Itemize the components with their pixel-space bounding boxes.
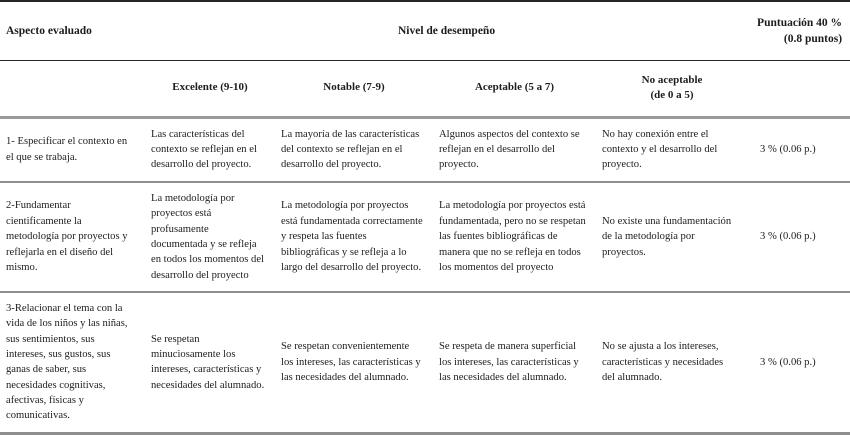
header-row-levels xyxy=(0,61,850,118)
subheader-aspect-empty xyxy=(0,61,145,118)
cell-aceptable: Algunos aspectos del contexto se reflejan en el desarrollo del proyecto. xyxy=(439,128,580,171)
header-score xyxy=(748,1,850,61)
cell-notable: La mayoría de las características del contexto se reflejan en el desarrollo del proyecto. xyxy=(281,128,420,171)
table-body xyxy=(0,117,850,432)
cell-score: 3 % (0.06 p.) xyxy=(760,231,816,243)
cell-notable: La metodología por proyectos está fundamentada correctamente y respeta las fuentes bibliográficas y se refleja a lo largo del desarrollo del proyecto. xyxy=(281,200,423,273)
cell-notable: Se respetan convenientemente los intereses, las características y las necesidades del alumnado. xyxy=(281,341,421,384)
header-score-line1: Puntuación 40 % xyxy=(757,17,843,29)
header-aspect: Aspecto evaluado xyxy=(6,24,92,37)
cell-no-aceptable: No hay conexión entre el contexto y el desarrollo del proyecto. xyxy=(602,128,718,171)
cell-no-aceptable: No se ajusta a los intereses, características y necesidades del alumnado. xyxy=(602,341,724,384)
cell-excelente: Se respetan minuciosamente los intereses, características y necesidades del alumnado. xyxy=(151,333,265,391)
cell-aspect: 3-Relacionar el tema con la vida de los niños y las niñas, sus sentimientos, sus intereses, sus gustos, sus ganas de saber, sus necesidades cognitivas, afectivas, físicas y comunicativas. xyxy=(6,302,128,422)
table-row xyxy=(0,292,850,432)
table-row xyxy=(0,182,850,292)
subheader-no-aceptable-line2: (de 0 a 5) xyxy=(650,88,694,101)
cell-excelente: Las características del contexto se reflejan en el desarrollo del proyecto. xyxy=(151,128,257,171)
cell-no-aceptable: No existe una fundamentación de la metodología por proyectos. xyxy=(602,215,732,258)
subheader-notable: Notable (7-9) xyxy=(323,81,385,94)
subheader-no-aceptable xyxy=(596,61,748,118)
cell-aspect: 1- Especificar el contexto en el que se trabaja. xyxy=(6,136,128,163)
cell-score: 3 % (0.06 p.) xyxy=(760,144,816,156)
table-head xyxy=(0,1,850,117)
cell-aceptable: Se respeta de manera superficial los intereses, las características y las necesidades del alumnado. xyxy=(439,341,579,384)
cell-score: 3 % (0.06 p.) xyxy=(760,356,816,368)
cell-aceptable: La metodología por proyectos está fundamentada, pero no se respetan las fuentes bibliográficas de manera que no se refleja en todos los momentos del proyecto xyxy=(439,200,586,273)
cell-aspect: 2-Fundamentar cientificamente la metodología por proyectos y reflejarla en el diseño del mismo. xyxy=(6,200,128,273)
subheader-score-empty xyxy=(748,61,850,118)
subheader-excelente: Excelente (9-10) xyxy=(172,81,248,94)
table-row xyxy=(0,117,850,182)
header-row-main xyxy=(0,1,850,61)
table-bottom-rule xyxy=(0,432,850,435)
subheader-no-aceptable-line1: No aceptable xyxy=(641,74,703,87)
subheader-aceptable: Aceptable (5 a 7) xyxy=(474,81,555,94)
header-performance-level: Nivel de desempeño xyxy=(397,24,496,37)
cell-excelente: La metodología por proyectos está profusamente documentada y se refleja en todos los momentos del desarrollo del proyecto xyxy=(151,192,264,281)
header-score-line2: (0.8 puntos) xyxy=(783,32,843,45)
